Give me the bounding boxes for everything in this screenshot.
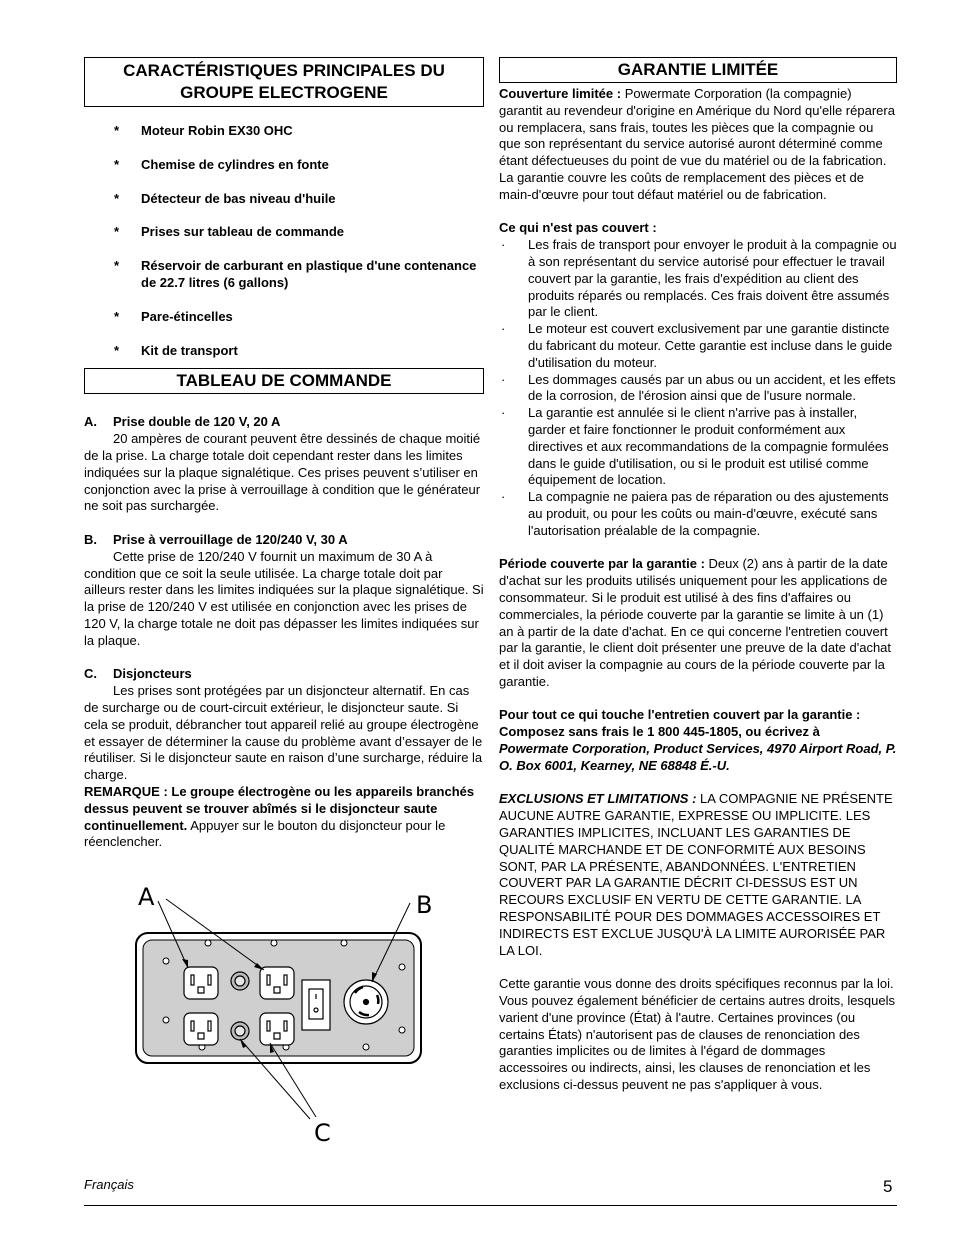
footer-divider xyxy=(84,1205,897,1206)
list-item: · Le moteur est couvert exclusivement par une garantie distincte du fabricant du moteur. Cette garantie est incluse dans le guide d'utilisation du moteur. xyxy=(501,321,893,370)
left-column xyxy=(84,57,484,851)
list-item: · Les frais de transport pour envoyer le produit à la compagnie ou à son représentant du service autorisé pour effectuer le travail couvert par la garantie, les frais d'expédition au client des produits réparés ou remplacés. Ces frais doivent être assumés par le client. xyxy=(501,237,897,320)
switch-icon xyxy=(302,980,330,1030)
asterisk-bullet: * xyxy=(114,258,120,274)
asterisk-bullet: * xyxy=(114,123,120,138)
asterisk-bullet: * xyxy=(114,308,120,324)
list-item: · La compagnie ne paiera pas de réparation ou des ajustements au produit, ou pour les coûts ou main-d'œuvre, exécuté sans l'autorisation préalable de la compagnie. xyxy=(501,489,889,538)
control-panel-heading: TABLEAU DE COMMANDE xyxy=(84,368,484,394)
list-item: · Les dommages causés par un abus ou un accident, et les effets de la corrosion, de l'érosion ainsi que de l'usure normale. xyxy=(501,371,896,404)
section-b xyxy=(84,532,484,650)
period-paragraph: Période couverte par la garantie : Deux (2) ans à partir de la date d'achat sur les produits utilisés uniquement pour les applications de consommateur. Si le produit est utilisé à des fins d'affaires ou commerciales, la période couverte par la garantie se limite à un (1) an à partir de la date d'achat. En ce qui concerne l'entretien couvert par la garantie, le client doit présenter une preuve de la date d'achat et il doit aviser la compagnie au cours de la période couverte par la garantie. xyxy=(499,556,892,689)
not-covered-label: Ce qui n'est pas couvert : xyxy=(499,220,657,236)
feature-item: * Chemise de cylindres en fonte xyxy=(114,156,329,172)
asterisk-bullet: * xyxy=(114,224,120,240)
section-b-title: B. Prise à verrouillage de 120/240 V, 30 A xyxy=(84,531,348,547)
warranty-heading: GARANTIE LIMITÉE xyxy=(499,57,897,83)
coverage-paragraph: Couverture limitée : Powermate Corporation (la compagnie) garantit au revendeur d'origine en Amérique du Nord qu'elle réparera ou remplacera, sans frais, toutes les pièces que la compagnie ou que son représentant du service autorisé auront déterminé comme étant défectueuses du point de vue du matériel ou de la fabrication. La garantie couvre les coûts de remplacement des pièces et de main-d'œuvre pour tout défaut matériel ou de fabrication. xyxy=(499,86,895,202)
section-a xyxy=(84,414,484,515)
remark-text: Appuyer sur le bouton du disjoncteur pour le réenclencher. xyxy=(84,817,446,850)
contact-paragraph: Pour tout ce qui touche l'entretien couvert par la garantie : Composez sans frais le 1 800 445-1805, ou écrivez à Powermate Corporation, Product Services, 4970 Airport Road, P. O. Box 6001, Kearney, NE 68848 É.-U. xyxy=(499,707,897,773)
section-c-text: Les prises sont protégées par un disjoncteur alternatif. En cas de surcharge ou de court-circuit extérieur, le disjoncteur saute. Si cela se produit, débrancher tout appareil relié au groupe électrogène et essayer de déterminer la cause du problème avant d’essayer de le réutiliser. Si le disjoncteur saute en raison d’une surcharge, réduire la charge. REMARQUE : Le groupe électrogène ou les appareils branchés dessus peuvent se trouver abîmés si le disjoncteur saute continuellement. Appuyer sur le bouton du disjoncteur pour le réenclencher. xyxy=(84,683,483,850)
footer-language: Français xyxy=(84,1177,134,1192)
section-c xyxy=(84,666,484,851)
section-b-text: Cette prise de 120/240 V fournit un maximum de 30 A à condition que ce soit la seule utilisée. La charge totale doit par ailleurs rester dans les limites indiquées sur la plaque signalétique. Si la prise de 120/240 V est utilisée en conjonction avec les prises de 120 V, la charge totale ne doit pas dépasser les limites indiquées sur la plaque. xyxy=(84,548,484,648)
control-panel-diagram xyxy=(126,875,446,1150)
features-list xyxy=(84,123,484,359)
exclusions-paragraph: EXCLUSIONS ET LIMITATIONS : LA COMPAGNIE NE PRÉSENTE AUCUNE AUTRE GARANTIE, EXPRESSE OU IMPLICITE. LES GARANTIES IMPLICITES, INCLUANT LES GARANTIES DE QUALITÉ MARCHANDE ET DE CONFORMITÉ AUX BESOINS SONT, PAR LA PRÉSENTE, ABANDONNÉES. L'ENTRETIEN COUVERT PAR LA GARANTIE DÉCRIT CI-DESSUS EST UN RECOURS EXCLUSIF EN VERTU DE CETTE GARANTIE. LA RESPONSABILITÉ POUR DES DOMMAGES ACCESSOIRES ET INDIRECTS EST EXCLUE JUSQU'À LA LIMITE AURORISÉE PAR LA LOI. xyxy=(499,791,893,958)
section-a-text: 20 ampères de courant peuvent être dessinés de chaque moitié de la prise. La charge totale doit cependant rester dans les limites indiquées sur la plaque signalétique. Ces prises peuvent s’utiliser en conjonction avec la prise à verrouillage à condition que le générateur ne soit pas surchargée. xyxy=(84,431,481,514)
twist-lock-icon xyxy=(344,980,388,1024)
asterisk-bullet: * xyxy=(114,342,120,358)
asterisk-bullet: * xyxy=(114,190,120,206)
features-heading: CARACTÉRISTIQUES PRINCIPALES DU GROUPE ELECTROGENE xyxy=(84,57,484,107)
feature-item: * Pare-étincelles xyxy=(114,308,233,324)
diagram-label-b: B xyxy=(416,891,433,919)
remark-bold: REMARQUE : Le groupe électrogène ou les appareils branchés dessus peuvent se trouver abîmés si le disjoncteur saute continuellement. xyxy=(84,783,475,833)
not-covered-list xyxy=(499,237,897,539)
section-a-title: A. Prise double de 120 V, 20 A xyxy=(84,414,281,430)
section-c-title: C. Disjoncteurs xyxy=(84,666,192,682)
feature-item: * Moteur Robin EX30 OHC xyxy=(114,123,293,138)
right-column xyxy=(499,57,897,1094)
feature-item: * Réservoir de carburant en plastique d'une contenance de 22.7 litres (6 gallons) xyxy=(114,258,477,290)
asterisk-bullet: * xyxy=(114,156,120,172)
feature-item: * Détecteur de bas niveau d'huile xyxy=(114,190,336,206)
feature-item: * Prises sur tableau de commande xyxy=(114,224,345,240)
diagram-label-c: C xyxy=(314,1119,331,1147)
diagram-label-a: A xyxy=(138,883,155,911)
feature-item: * Kit de transport xyxy=(114,342,238,358)
rights-paragraph: Cette garantie vous donne des droits spécifiques reconnus par la loi. Vous pouvez également bénéficier de certains autres droits, lesquels varient d'une province (État) à l'autre. Certaines provinces (ou certains États) n'autorisent pas de clauses de renonciation des garanties implicites ou de limites à l'égard de dommages accessoires ou indirects, ainsi, les clauses de renonciation et les exclusions ci-dessus peuvent ne pas s'appliquer à vous. xyxy=(499,976,896,1093)
page-number: 5 xyxy=(883,1177,893,1196)
contact-address: Powermate Corporation, Product Services, 4970 Airport Road, P. O. Box 6001, Kearney, NE 68848 É.-U. xyxy=(499,741,897,773)
list-item: · La garantie est annulée si le client n'arrive pas à installer, garder et faire fonctionner le produit conformément aux directives et aux recommandations de la compagnie formulées dans le guide d'utilisation, ou si le produit est utilisé comme équipement de location. xyxy=(501,405,889,488)
